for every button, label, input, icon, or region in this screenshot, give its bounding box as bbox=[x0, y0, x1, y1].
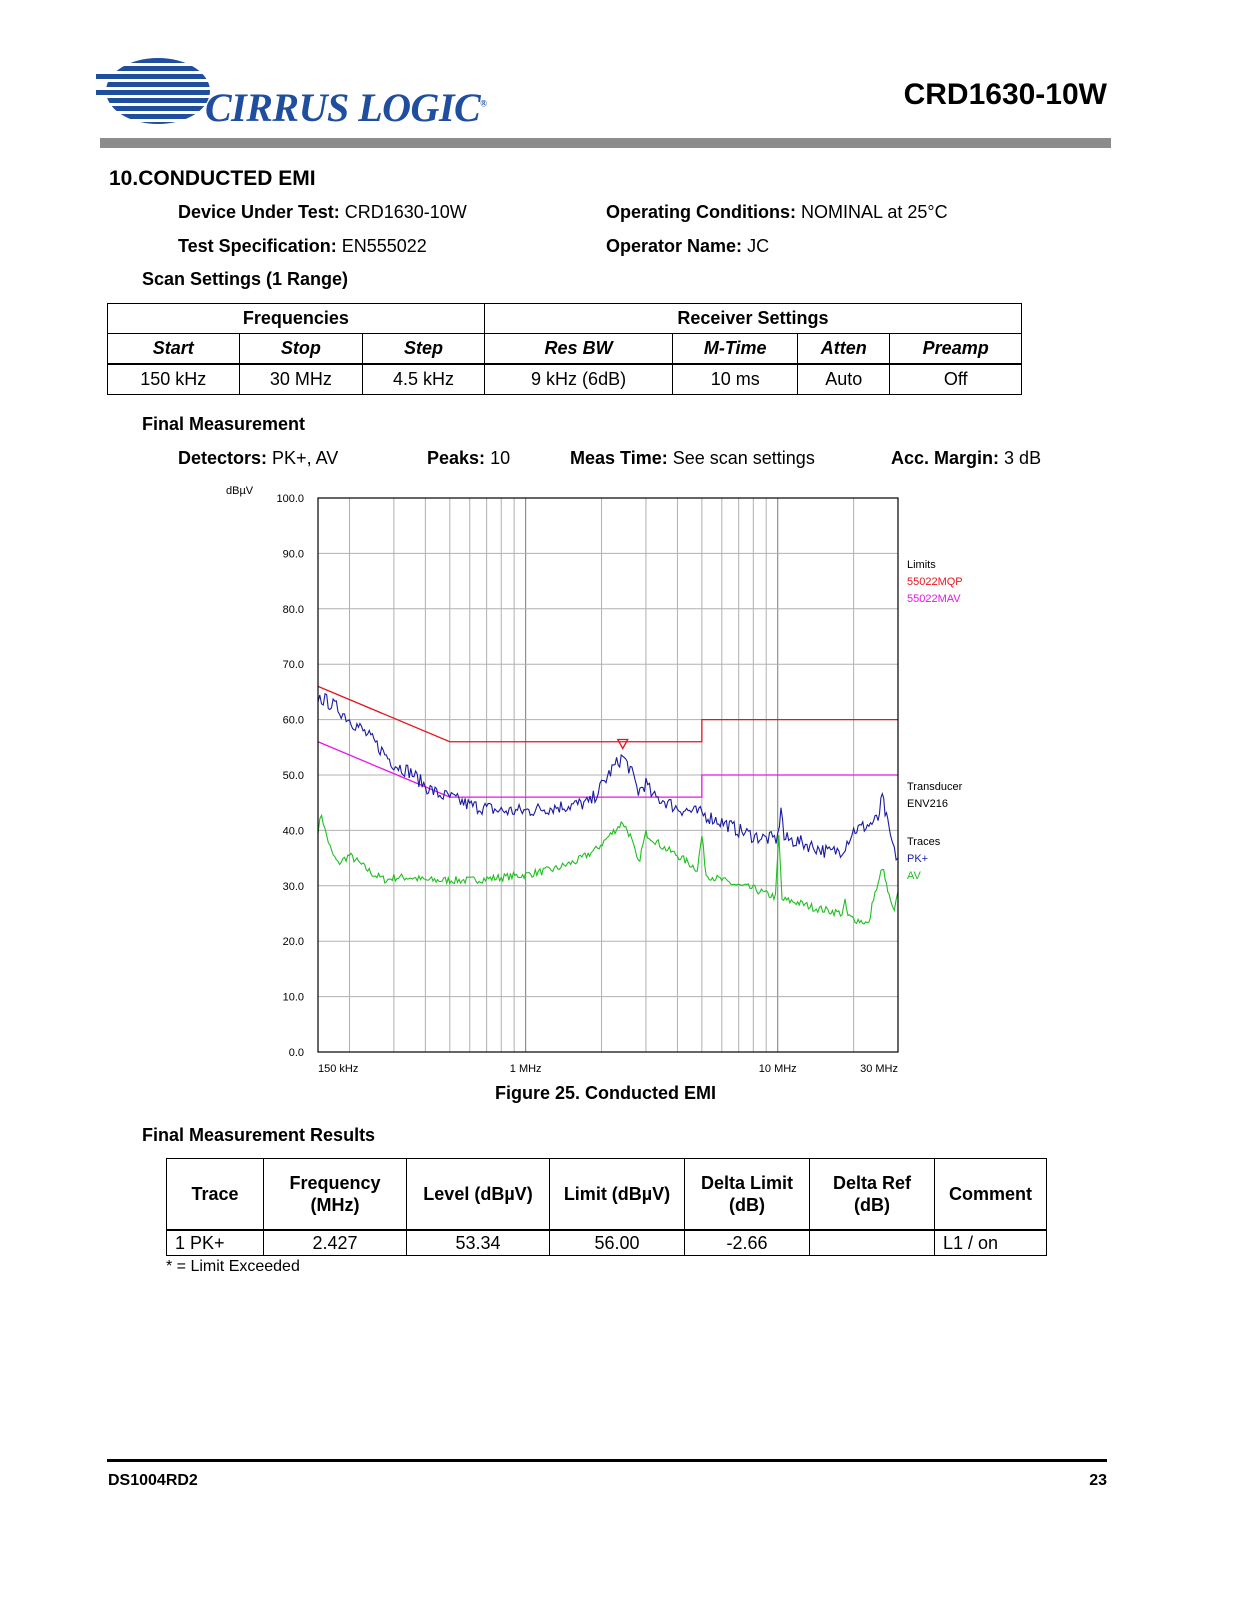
table-cell: Off bbox=[890, 364, 1022, 395]
table-cell: L1 / on bbox=[935, 1230, 1047, 1256]
operator-name: Operator Name: JC bbox=[606, 236, 770, 256]
column-header: Delta Limit (dB) bbox=[685, 1159, 810, 1231]
table-cell bbox=[810, 1230, 935, 1256]
table-cell: 10 ms bbox=[673, 364, 798, 395]
x-tick-label: 150 kHz bbox=[318, 1063, 359, 1075]
column-header: Comment bbox=[935, 1159, 1047, 1231]
y-tick-label: 10.0 bbox=[282, 991, 304, 1004]
device-under-test: Device Under Test: CRD1630-10W bbox=[178, 202, 467, 222]
table-row bbox=[108, 364, 1022, 395]
legend-traces-title: Traces bbox=[907, 836, 941, 848]
footer-page-number: 23 bbox=[1089, 1472, 1107, 1489]
figure-caption: Figure 25. Conducted EMI bbox=[494, 1083, 717, 1103]
y-tick-label: 60.0 bbox=[282, 714, 304, 727]
x-tick-label: 30 MHz bbox=[860, 1063, 898, 1075]
legend-transducer-title: Transducer bbox=[907, 781, 963, 793]
table-cell: 53.34 bbox=[407, 1230, 550, 1256]
scan-settings-table bbox=[107, 303, 1022, 395]
y-tick-label: 0.0 bbox=[288, 1047, 304, 1059]
x-tick-label: 10 MHz bbox=[758, 1063, 797, 1075]
frequencies-group-header: Frequencies bbox=[108, 304, 485, 334]
limit-exceeded-note: * = Limit Exceeded bbox=[166, 1258, 300, 1275]
logo-wordmark: CIRRUS LOGIC® bbox=[205, 85, 487, 130]
table-row bbox=[167, 1230, 1047, 1256]
header-rule bbox=[100, 138, 1111, 148]
column-header: Delta Ref (dB) bbox=[810, 1159, 935, 1231]
column-header: M-Time bbox=[673, 334, 798, 365]
table-cell: 9 kHz (6dB) bbox=[484, 364, 672, 395]
legend-trace-pk: PK+ bbox=[907, 853, 929, 865]
test-specification: Test Specification: EN555022 bbox=[178, 236, 427, 256]
table-cell: -2.66 bbox=[685, 1230, 810, 1256]
y-tick-label: 20.0 bbox=[282, 936, 304, 949]
y-tick-label: 40.0 bbox=[282, 825, 304, 838]
x-tick-label: 1 MHz bbox=[509, 1063, 542, 1075]
receiver-settings-group-header: Receiver Settings bbox=[484, 304, 1021, 334]
detectors: Detectors: PK+, AV bbox=[178, 448, 339, 468]
column-header: Trace bbox=[167, 1159, 264, 1231]
legend-limit-qp: 55022MQP bbox=[907, 576, 963, 588]
legend-limits-title: Limits bbox=[907, 559, 936, 571]
column-header: Stop bbox=[239, 334, 363, 365]
footer-doc-id: DS1004RD2 bbox=[108, 1472, 198, 1489]
table-cell: 30 MHz bbox=[239, 364, 363, 395]
column-header: Start bbox=[108, 334, 240, 365]
y-tick-label: 50.0 bbox=[282, 770, 304, 782]
acc-margin: Acc. Margin: 3 dB bbox=[891, 448, 1042, 468]
meas-time: Meas Time: See scan settings bbox=[570, 448, 815, 468]
y-tick-label: 100.0 bbox=[276, 493, 304, 505]
column-header: Level (dBµV) bbox=[407, 1159, 550, 1231]
legend-limit-av: 55022MAV bbox=[907, 593, 961, 605]
y-tick-label: 30.0 bbox=[282, 880, 304, 893]
table-cell: 1 PK+ bbox=[167, 1230, 264, 1256]
column-header: Frequency (MHz) bbox=[264, 1159, 407, 1231]
table-cell: 56.00 bbox=[550, 1230, 685, 1256]
y-tick-label: 80.0 bbox=[282, 603, 304, 616]
final-measurement-title: Final Measurement bbox=[142, 414, 306, 434]
column-header: Preamp bbox=[890, 334, 1022, 365]
final-results-title: Final Measurement Results bbox=[142, 1125, 376, 1145]
peaks: Peaks: 10 bbox=[427, 448, 511, 468]
y-tick-label: 70.0 bbox=[282, 659, 304, 672]
section-title: 10.CONDUCTED EMI bbox=[109, 167, 316, 190]
column-header: Res BW bbox=[484, 334, 672, 365]
column-header: Atten bbox=[798, 334, 890, 365]
conducted-emi-chart bbox=[200, 478, 1000, 1078]
table-cell: Auto bbox=[798, 364, 890, 395]
document-title: CRD1630-10W bbox=[903, 78, 1107, 111]
legend-trace-av: AV bbox=[907, 870, 921, 882]
table-cell: 150 kHz bbox=[108, 364, 240, 395]
column-header: Step bbox=[363, 334, 485, 365]
scan-settings-title: Scan Settings (1 Range) bbox=[142, 269, 349, 289]
footer-rule bbox=[107, 1459, 1107, 1462]
table-cell: 2.427 bbox=[264, 1230, 407, 1256]
table-cell: 4.5 kHz bbox=[363, 364, 485, 395]
legend-transducer-name: ENV216 bbox=[907, 798, 948, 810]
column-header: Limit (dBµV) bbox=[550, 1159, 685, 1231]
final-results-table bbox=[166, 1158, 1047, 1256]
y-tick-label: 90.0 bbox=[282, 548, 304, 561]
y-axis-label: dBµV bbox=[226, 485, 254, 497]
operating-conditions: Operating Conditions: NOMINAL at 25°C bbox=[606, 202, 948, 222]
